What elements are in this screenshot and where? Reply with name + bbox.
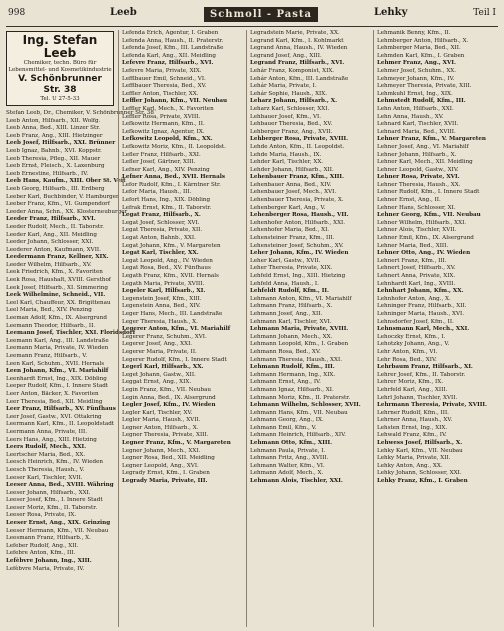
section-label: Teil I: [473, 8, 496, 18]
ad-description: Chemiker, techn. Büro für Lebensmittel- und Kosmetikindustrie: [8, 60, 112, 73]
directory-entry: Leeser Moriz, Kfm., II. Taborstr.: [6, 504, 98, 511]
directory-entry: Lehmann Rudolf, Kfm., III.: [250, 364, 335, 371]
directory-entry: Legat Theresia, Private, XII.: [122, 227, 203, 234]
directory-entry: Leertscher Maria, Bed., XX.: [6, 451, 86, 458]
directory-entry: Leggat Ernst, Ang., XIX.: [122, 379, 192, 386]
directory-entry: Leeb Anton, Hilfsarb., XII. Wolfg.: [6, 117, 101, 124]
directory-entry: Leermann Karl, Kfm., II. Leopoldstadt: [6, 421, 115, 428]
ad-company-name: Ing. Stefan Leeb: [22, 33, 98, 60]
directory-entry: Lehmann Walter, Kfm., VI.: [250, 462, 325, 469]
directory-entry: Leffler Anton, Tischler, XX.: [122, 90, 199, 97]
directory-entry: Leeb Josef, Hilfsarb., XXI. Brünner: [6, 140, 116, 147]
directory-entry: Leeder Johann, Schlosser, XXI.: [6, 239, 94, 246]
directory-entry: Lehky Karl, Kfm., VII. Neubau: [377, 447, 463, 454]
directory-entry: Lefrak Ernst, Kfm., II. Taborstr.: [122, 204, 212, 211]
directory-entry: Leeser Karl, Tischler, XVII.: [6, 474, 83, 481]
directory-entry: Leel Maria, Bed., XIV. Penzing: [6, 307, 92, 314]
directory-entry: Leemann Josef, Tischler, XXI. Floridsdorf: [6, 330, 136, 337]
directory-entry: Lehr Rosa, Bed., XIV.: [377, 356, 437, 363]
directory-entry: Leen Johann, Kfm., VI. Mariahilf: [6, 368, 109, 375]
directory-entry: Lehnhart Johann, Kfm., XX.: [377, 288, 464, 295]
directory-entry: Leenhardt Ernst, Ing., XIX. Döbling: [6, 375, 107, 382]
directory-entry: Lefevre Franz, Hilfsarb., XVI.: [122, 60, 214, 67]
directory-entry: Lefner Karl, Ang., XIV. Penzing: [122, 166, 210, 173]
directory-entry: Leer Theresia, Bed., XII. Meidling: [6, 398, 103, 405]
directory-entry: Lehmann Josef, Ang., XII.: [250, 310, 323, 317]
directory-column-2: [118, 30, 246, 627]
directory-entry: Leesch Heinrich, Kfm., IV. Wieden: [6, 459, 104, 466]
directory-entry: Legat Karl, Tischler, XX.: [122, 250, 199, 257]
directory-entry: Lehbauer Josef, Kfm., VI.: [250, 113, 322, 120]
directory-entry: Lehky Anton, Ang., XX.: [377, 462, 443, 469]
directory-column-3: [246, 30, 372, 627]
directory-entry: Lehner Leopold, Gastw., XIV.: [377, 166, 459, 173]
directory-entry: Leeb Ernestine, Hilfsarb., IV.: [6, 170, 89, 177]
directory-entry: Lehmann Johann, Mech., XX.: [250, 333, 333, 340]
directory-entry: Leher Theresia, Private, XIX.: [250, 265, 333, 272]
directory-entry: Lehmann Georg, Ang., IX.: [250, 417, 324, 424]
directory-entry: Legat Josef, Schlosser, XVI.: [122, 219, 200, 226]
directory-entry: Leen Karl, Schuhm., XVII. Hernals: [6, 360, 105, 367]
directory-entry: Leemann Theodor, Hilfsarb., II.: [6, 322, 96, 329]
directory-entry: Lehn Anton, Hilfsarb., XXI.: [377, 105, 454, 112]
directory-entry: Lehnhardt Karl, Ing., XVIII.: [377, 280, 456, 287]
directory-entry: Leher Karl, Gastw., XVII.: [250, 257, 321, 264]
directory-entry: Leeb Ignaz, Bahnb., XVI. Koppstr.: [6, 147, 102, 154]
left-catchword: Leeb: [110, 7, 137, 18]
directory-entry: Leeb Theresia, Pfleg., XII. Mauer: [6, 155, 101, 162]
directory-entry: Lehmanik Benny, Kfm., II.: [377, 30, 451, 36]
directory-entry: Lefebre Anton, Kfm., III.: [6, 550, 76, 557]
directory-entry: Legler Josef, Kfm., IV. Wieden: [122, 402, 216, 409]
directory-entry: Lehder Karl, Tischler, XX.: [250, 159, 324, 166]
directory-entry: Lehnhofer Anton, Ang., X.: [377, 295, 451, 302]
directory-entry: Lehmann Emil, Kfm., V.: [250, 424, 317, 431]
directory-entry: Lehmann Paula, Private, I.: [250, 447, 326, 454]
directory-entry: Leedermann Franz, Kellner, XIX.: [6, 254, 109, 261]
directory-entry: Leeser Johann, Hilfsarb., XXI.: [6, 489, 91, 496]
directory-entry: Lefner Anna, Bed., XVII. Hernals: [122, 174, 226, 181]
directory-entry: Lehky Franz, Kfm., I. Graben: [377, 478, 468, 485]
directory-entry: Lehner Georg, Kfm., VII. Neubau: [377, 212, 481, 219]
directory-entry: Lehninger Maria, Haush., XVI.: [377, 310, 465, 317]
right-catchword: Lehky: [374, 7, 408, 18]
directory-entry: Leer Anton, Bäcker, X. Favoriten: [6, 390, 99, 397]
directory-entry: Leek Rosa, Haushalt, XVIII. Gersthof: [6, 277, 111, 284]
directory-entry: Lehder Johann, Hilfsarb., XII.: [250, 166, 334, 173]
directory-entry: Lehde Anton, Kfm., II. Leopoldst.: [250, 143, 345, 150]
directory-entry: Lehrer Josef, Kfm., II. Taborstr.: [377, 371, 466, 378]
directory-entry: Stefan Leeb, Dr., Chemiker, V. Schönbrunner Str. 38: [6, 110, 154, 116]
directory-entry: Legerer Josef, Ang., XXI.: [122, 341, 193, 348]
directory-entry: Legerer Maria, Private, II.: [122, 348, 197, 355]
directory-entry: Lehenbauer Anna, Bed., XIV.: [250, 181, 332, 188]
directory-entry: Lehrfeld Karl, Ang., XIII.: [377, 386, 448, 393]
directory-entry: Legin Anna, Bed., IX. Alsergrund: [122, 394, 216, 401]
directory-entry: Lehmann Franz, Hilfsarb., X.: [250, 303, 333, 310]
directory-entry: Leeser Ernst, Ang., XIX. Grinzing: [6, 520, 111, 527]
directory-entry: Lehrner Rudolf, Kfm., III.: [377, 409, 449, 416]
directory-entry: Leget Johann, Gastw., XII.: [122, 371, 196, 378]
directory-entry: Legat Rosa, Bed., XV. Fünfhaus: [122, 265, 211, 272]
directory-entry: Lehnert Franz, Kfm., III.: [377, 257, 447, 264]
directory-entry: Lehmann Alois, Tischler, XXI.: [250, 478, 343, 485]
directory-entry: Lehfeld Ernst, Ing., XIII. Hietzing: [250, 273, 346, 279]
directory-entry: Lefkowitz Leopold, Kfm., XX.: [122, 136, 213, 143]
directory-entry: Lehmann Wilhelm, Schlosser, XVII.: [250, 402, 361, 409]
directory-entry: Leffler Karl, Mech., X. Favoriten: [122, 105, 214, 112]
directory-entry: Leher Johann, Kfm., IV. Wieden: [250, 250, 349, 257]
directory-entry: Leeser Rosa, Private, IX.: [6, 512, 77, 519]
directory-entry: Legrand Karl, Kfm., I. Kohlmarkt: [250, 37, 344, 44]
directory-entry: Leffler Johann, Kfm., VII. Neubau: [122, 98, 228, 105]
directory-column-1: [6, 30, 154, 627]
directory-entry: Leers Hans, Ang., XIII. Hietzing: [6, 436, 97, 443]
directory-entry: Lehky Maria, Private, XII.: [377, 455, 451, 462]
directory-entry: Lehnert Josef, Hilfsarb., XV.: [377, 265, 456, 272]
directory-entry: Lehfeld Anna, Haush., I.: [250, 280, 319, 287]
directory-entry: Lehmann Rosa, Bed., XV.: [250, 348, 321, 355]
directory-entry: Lehninger Franz, Hilfsarb., XII.: [377, 303, 467, 310]
directory-entry: Lehmkuhl Ernst, Ing., XIX.: [377, 90, 453, 97]
directory-entry: Lehner Wilhelm, Hilfsarb., XXI.: [377, 219, 467, 226]
directory-entry: Leharz Johann, Hilfsarb., X.: [250, 98, 338, 105]
directory-entry: Legner Rosa, Bed., XII. Meidling: [122, 455, 215, 462]
directory-entry: Legat Franz, Hilfsarb., X.: [122, 212, 201, 219]
directory-entry: Leek Josef, Hilfsarb., XI. Simmering: [6, 284, 108, 291]
directory-entry: Lehár Anton, Kfm., III. Landstraße: [250, 75, 349, 82]
directory-entry: Leeber Karl, Buchbinder, V. Hamburger: [6, 193, 119, 200]
directory-entry: Lehwess Josef, Hilfsarb., X.: [377, 440, 463, 447]
directory-entry: Lehner Rosa, Private, XVI.: [377, 174, 460, 181]
directory-entry: Lehbauer Theresia, Bed., XV.: [250, 121, 333, 128]
directory-entry: Legrand Josef, Ang., XIII.: [250, 52, 322, 59]
directory-entry: Lehenberger Rosa, Haush., VII.: [250, 212, 349, 219]
directory-entry: Lehmann Leopold, Kfm., I. Graben: [250, 341, 349, 348]
directory-entry: Lehmann Ernst, Ang., IV.: [250, 379, 321, 386]
directory-entry: Legradstein Marie, Private, XX.: [250, 30, 340, 36]
directory-entry: Leesch Theresia, Haush., V.: [6, 466, 85, 473]
directory-entry: Lefor Rudolf, Kfm., I. Kärntner Str.: [122, 181, 221, 188]
directory-entry: Legner Franz, Kfm., V. Margareten: [122, 440, 231, 447]
directory-entry: Legenstein Josef, Kfm., XIII.: [122, 295, 202, 302]
directory-entry: Leeser Josef, Kfm., I. Innere Stadt: [6, 497, 103, 504]
directory-entry: Leeb Franz, Ang., XIII. Hietzinger: [6, 132, 103, 139]
directory-entry: Lehrmann Theresia, Private, XVIII.: [377, 402, 487, 409]
directory-entry: Lehmann Adolf, Mech., X.: [250, 470, 324, 477]
directory-entry: Lehenbauer Theresia, Private, X.: [250, 197, 344, 204]
directory-entry: Lefkowitz Ignaz, Agentur, IX.: [122, 128, 205, 135]
directory-entry: Lehberger Rosa, Private, XVIII.: [250, 136, 349, 143]
directory-entry: Legath Franz, Kfm., XVII. Hernals: [122, 273, 219, 279]
entries-list: [377, 30, 502, 486]
directory-entry: Legner Johann, Mech., XXI.: [122, 447, 201, 454]
directory-entry: Leemann Karl, Ang., III. Landstraße: [6, 337, 109, 344]
directory-entry: Lefler Josef, Gärtner, XIII.: [122, 159, 196, 166]
directory-entry: Lehmer Franz, Ang., XVI.: [377, 60, 456, 67]
directory-entry: Leeber Franz, Kfm., VI. Gumpendorf: [6, 201, 110, 208]
directory-entry: Legrand Franz, Hilfsarb., XVI.: [250, 60, 345, 67]
directory-entry: Legrady Maria, Private, III.: [122, 478, 208, 485]
directory-entry: Lehner Emil, Kfm., IX. Alsergrund: [377, 235, 474, 242]
directory-entry: Lefèbvre Maria, Private, IV.: [6, 565, 85, 572]
directory-entry: Legerer Franz, Schuhm., XVI.: [122, 333, 207, 340]
directory-entry: Lefflbauer Emil, Schneid., VI.: [122, 75, 206, 82]
entries-list: [250, 30, 372, 486]
directory-entry: Leederer Anton, Kaufmann, XVII.: [6, 246, 101, 253]
directory-entry: Leeder Wilhelm, Hilfsarb., XV.: [6, 261, 92, 268]
directory-entry: Lehenbauer Josef, Mech., XVI.: [250, 189, 337, 196]
directory-entry: Lehenhofer Maria, Bed., XI.: [250, 227, 330, 234]
directory-entry: Leeb Georg, Hilfsarb., III. Erdberg: [6, 185, 105, 192]
directory-entry: Lehár Franz, Komponist, XIX.: [250, 67, 335, 74]
directory-entry: Lehnsmann Karl, Mech., XXI.: [377, 326, 470, 333]
directory-entry: Leers Rudolf, Mech., XXI.: [6, 444, 87, 451]
directory-entry: Legerl Karl, Hilfsarb., XX.: [122, 364, 204, 371]
directory-entry: Leer Josef, Gastw., XVI. Ottakring: [6, 413, 102, 420]
entries-list: [122, 30, 246, 486]
directory-entry: Lehár Maria, Private, I.: [250, 83, 317, 90]
directory-entry: Legat Leopold, Ang., IV. Wieden: [122, 257, 213, 264]
directory-entry: Legerer Rudolf, Kfm., I. Innere Stadt: [122, 356, 227, 363]
directory-entry: Lehner Franz, Kfm., V. Margareten: [377, 136, 486, 143]
directory-entry: Lehrbaum Franz, Hilfsarb., XI.: [377, 364, 473, 371]
directory-entry: Lehmann Hermann, Ing., XIX.: [250, 371, 336, 378]
directory-entry: Lefeber Rudolf, Ang., XII.: [6, 542, 79, 549]
ad-address: V. Schönbrunner Str. 38: [18, 74, 102, 95]
directory-entry: Lefkowitz Hermann, Kfm., II.: [122, 121, 205, 128]
directory-entry: Lefler Franz, Hilfsarb., XXI.: [122, 151, 201, 158]
directory-entry: Lehberger Franz, Ang., XVII.: [250, 128, 333, 135]
directory-entry: Lefenda Anna, Haush., II. Praterstr.: [122, 37, 224, 44]
directory-entry: Leger Theresia, Haush., X.: [122, 318, 198, 325]
directory-entry: Legrand Anna, Haush., IV. Wieden: [250, 45, 348, 52]
directory-entry: Lehmeyer Theresia, Private, XIII.: [377, 83, 472, 90]
directory-entry: Leeb Anna, Bed., XIII. Linzer Str.: [6, 125, 101, 132]
directory-entry: Lehnard Karl, Tischler, XVII.: [377, 121, 459, 128]
directory-entry: Lehmann Otto, Kfm., XIII.: [250, 440, 333, 447]
directory-entry: Leeb Hans, Kaufm., XIII. Ober St. Veit: [6, 178, 126, 185]
directory-entry: Leel Karl, Chauffeur, XX. Brigittenau: [6, 299, 111, 306]
directory-entry: Lehmann Fritz, Ang., XVIII.: [250, 455, 329, 462]
directory-entry: Legner Anton, Hilfsarb., X.: [122, 424, 199, 431]
directory-entry: Lehenberger Karl, Ang., V.: [250, 204, 326, 211]
directory-entry: Lehner Theresia, Haush., XX.: [377, 181, 461, 188]
directory-entry: Lehmberger Anton, Hilfsarb., X.: [377, 37, 469, 44]
directory-column-4: [373, 30, 502, 627]
directory-entry: Leharz Karl, Schlosser, XXI.: [250, 105, 330, 112]
directory-entry: Legner Theresia, Private, XIII.: [122, 432, 209, 439]
directory-entry: Lehmeyer Johann, Kfm., IV.: [377, 75, 455, 82]
directory-entry: Legat Anton, Bahnb., XXI.: [122, 235, 196, 242]
directory-entry: Lehmann Maria, Private, XVIII.: [250, 326, 349, 333]
directory-entry: Legenstein Anna, Bed., XIV.: [122, 303, 201, 310]
directory-entry: Lehmann Ignaz, Hilfsarb., XI.: [250, 386, 334, 393]
directory-entry: Lehmann Hans, Kfm., VII. Neubau: [250, 409, 348, 416]
directory-entry: Lehoczky Ernst, Kfm., I.: [377, 333, 446, 340]
directory-entry: Legerer Anton, Kfm., VI. Mariahilf: [122, 326, 231, 333]
directory-entry: Legler Karl, Tischler, XV.: [122, 409, 193, 416]
directory-entry: Lefkowitz Moriz, Kfm., II. Leopoldst.: [122, 143, 226, 150]
directory-entry: Lehner Ernst, Ang., II.: [377, 197, 441, 204]
directory-entry: Leeder Anna, Schn., XX. Klosterneuburger: [6, 208, 128, 215]
directory-entry: Leeser Hermann, Kfm., VII. Neubau: [6, 527, 109, 534]
directory-entry: Lefevre Maria, Private, XIX.: [122, 67, 202, 74]
directory-entry: Lefor Maria, Haush., III.: [122, 189, 192, 196]
directory-entry: Lehr Anton, Kfm., VI.: [377, 348, 438, 355]
directory-entry: Lehky Johann, Schlosser, XXI.: [377, 470, 462, 477]
directory-entry: Lehrer Moriz, Kfm., IX.: [377, 379, 443, 386]
directory-entry: Lehwald Franz, Kfm., IV.: [377, 432, 447, 439]
directory-entry: Lehmann Karl, Tischler, XVI.: [250, 318, 332, 325]
directory-entry: Lehmann Heinrich, Hilfsarb., XIV.: [250, 432, 346, 439]
directory-entry: Lehensteiner Josef, Schuhm., XV.: [250, 242, 344, 249]
directory-entry: Lehner Maria, Bed., XIII.: [377, 242, 449, 249]
directory-entry: Lehotzky Johann, Ang., V.: [377, 341, 450, 348]
directory-entry: Lehsten Ernst, Ing., XIX.: [377, 424, 448, 431]
running-title: Schmoll - Pasta: [204, 7, 318, 22]
directory-entry: Leeder Franz, Hilfsarb., XVI.: [6, 216, 96, 223]
directory-entry: Lehn Anna, Haush., XV.: [377, 113, 444, 120]
directory-entry: Leger Hans, Mech., III. Landstraße: [122, 310, 223, 317]
directory-entry: Lehner Alois, Tischler, XVII.: [377, 227, 457, 234]
directory-entry: Lehnsdorfer Josef, Kfm., II.: [377, 318, 454, 325]
directory-entry: Lehmann Anton, Kfm., VI. Mariahilf: [250, 295, 352, 302]
directory-entry: Lehner Johann, Hilfsarb., X.: [377, 151, 457, 158]
directory-entry: Lehmann Moriz, Kfm., II. Praterstr.: [250, 394, 351, 401]
directory-entry: Leeder Rudolf, Mech., II. Taborstr.: [6, 223, 104, 230]
directory-entry: Lehenbauer Franz, Kfm., XIII.: [250, 174, 344, 181]
directory-entry: Legler Maria, Haush., XVII.: [122, 417, 201, 424]
directory-entry: Lefenda Josef, Kfm., III. Landstraße: [122, 45, 224, 52]
directory-entry: Leek Friedrich, Kfm., X. Favoriten: [6, 269, 103, 276]
directory-entry: Lehrner Anna, Haush., XV.: [377, 417, 453, 424]
directory-entry: Leeman Adolf, Kfm., IX. Alsergrund: [6, 315, 107, 322]
directory-entry: Lefflbauer Theresia, Bed., XV.: [122, 83, 207, 90]
directory-entry: Lefenda Erich, Agentur, I. Graben: [122, 30, 219, 36]
directory-entry: Legeler Karl, Hilfsarb., XI.: [122, 288, 206, 295]
directory-entry: Legin Franz, Kfm., VII. Neubau: [122, 386, 212, 393]
directory-entry: Leek Wilhelmine, Schneid., VII.: [6, 292, 106, 299]
directory-entry: Leer Franz, Hilfsarb., XV. Fünfhaus: [6, 406, 116, 413]
directory-entry: Leeb Ernst, Fleisch., X. Laxenburg: [6, 163, 105, 170]
directory-entry: Lefèbvre Johann, Ing., XIII.: [6, 558, 92, 565]
directory-entry: Leesmann Franz, Hilfsarb., X.: [6, 535, 91, 542]
directory-entry: Lehrl Johann, Tischler, XVII.: [377, 394, 458, 401]
directory-entry: Lehenhofer Anton, Hilfsarb., XXI.: [250, 219, 346, 226]
directory-entry: Leffler Rosa, Private, XVIII.: [122, 113, 201, 120]
directory-entry: Legat Johann, Kfm., V. Margareten: [122, 242, 221, 249]
directory-entry: Lefort Hans, Ing., XIX. Döbling: [122, 197, 211, 204]
directory-entry: Lehner Hans, Schlosser, XI.: [377, 204, 456, 211]
directory-entry: Lehmden Karl, Kfm., I. Graben: [377, 52, 465, 59]
page-number: 998: [8, 8, 26, 18]
directory-entry: Legrady Ernst, Kfm., I. Graben: [122, 470, 210, 477]
directory-entry: Lehner Rudolf, Kfm., I. Innere Stadt: [377, 189, 480, 196]
entries-list: [6, 110, 154, 573]
directory-entry: Lehmer Josef, Schuhm., XX.: [377, 67, 457, 74]
directory-entry: Legath Maria, Private, XVIII.: [122, 280, 205, 287]
directory-entry: Lefenda Karl, Ang., XII. Meidling: [122, 52, 216, 59]
directory-entry: Leeper Rudolf, Kfm., I. Innere Stadt: [6, 383, 109, 390]
directory-entry: Lehensteiner Franz, Kfm., III.: [250, 235, 335, 242]
directory-entry: Lehmberger Maria, Bed., XII.: [377, 45, 461, 52]
directory-entry: Leermann Anna, Private, III.: [6, 428, 88, 435]
directory-entry: Lehner Otto, Ang., IV. Wieden: [377, 250, 471, 257]
directory-entry: Legner Leopold, Ang., XVI.: [122, 462, 199, 469]
directory-entry: Leeder Karl, Ang., XII. Meidling: [6, 231, 97, 238]
directory-entry: Lehnert Anna, Private, XIX.: [377, 273, 456, 279]
directory-entry: Leeser Anna, Bed., XVIII. Währing: [6, 482, 114, 489]
directory-entry: Leemann Franz, Hilfsarb., V.: [6, 353, 88, 359]
directory-entry: Lehner Karl, Mech., XII. Meidling: [377, 159, 473, 166]
page-header: [6, 4, 498, 27]
directory-entry: Lehár Sophie, Haush., XIX.: [250, 90, 328, 97]
directory-entry: Lehnard Maria, Bed., XVIII.: [377, 128, 456, 135]
directory-entry: Lehmann Theresia, Haush., XXI.: [250, 356, 343, 363]
directory-entry: Leemann Maria, Private, IV. Wieden: [6, 345, 109, 352]
directory-entry: Lehmstedt Rudolf, Kfm., III.: [377, 98, 466, 105]
directory-entry: Lehner Josef, Ang., VI. Mariahilf: [377, 143, 469, 150]
advertisement-box: [6, 31, 114, 106]
directory-entry: Lehde Maria, Haush., IX.: [250, 151, 322, 158]
directory-entry: Lehfeldt Rudolf, Kfm., II.: [250, 288, 329, 295]
ad-phone: Tel. U 27-5-33: [40, 96, 80, 102]
